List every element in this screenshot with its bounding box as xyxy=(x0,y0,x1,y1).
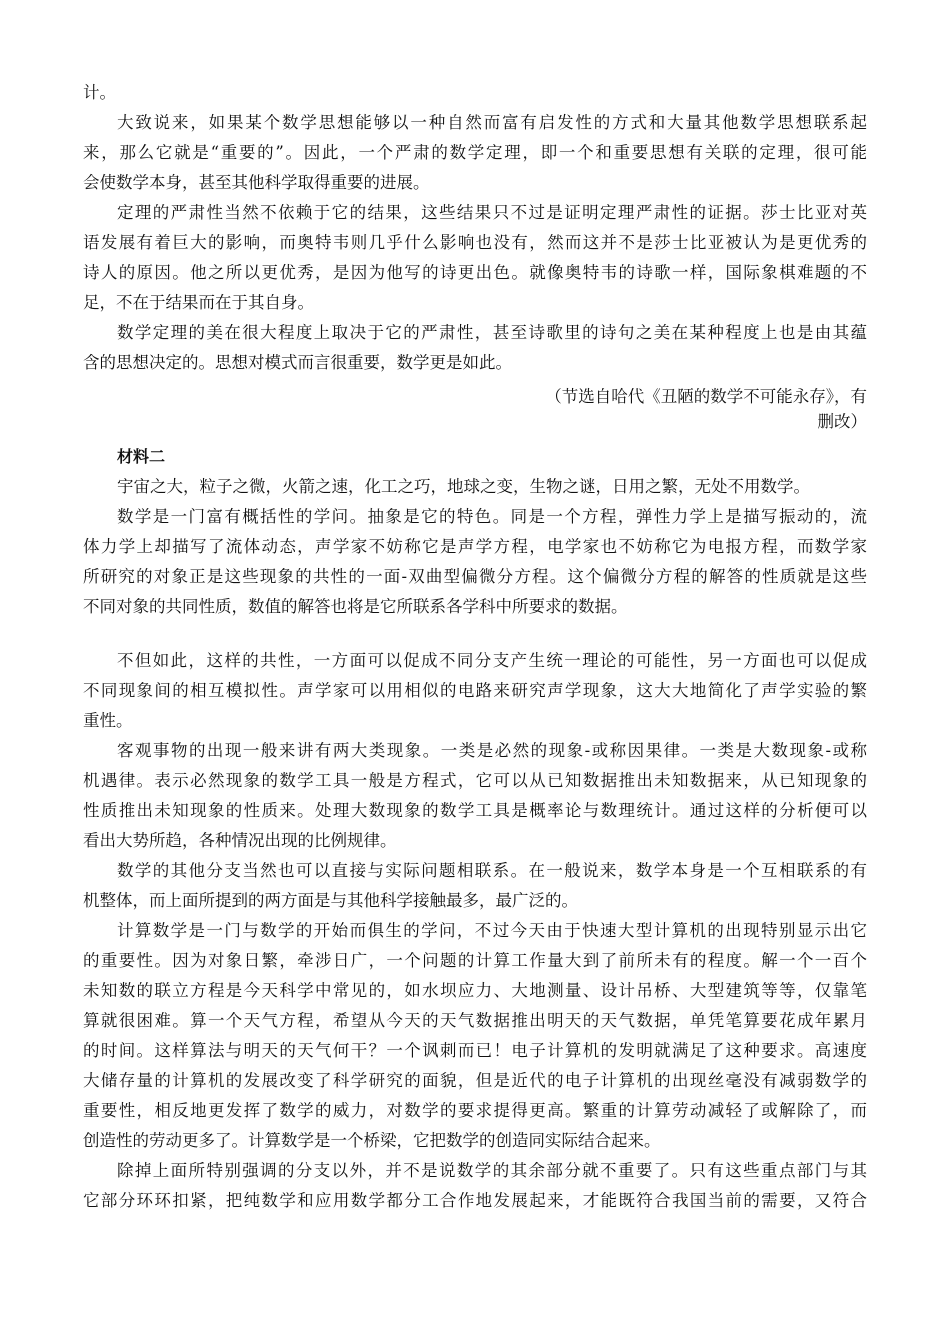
text-line: 不同现象间的相互模拟性。声学家可以用相似的电路来研究声学现象，这大大地简化了声学实验的繁 xyxy=(83,681,867,700)
text-line: 机遇律。表示必然现象的数学工具一般是方程式，它可以从已知数据推出未知数据来，从已知现象的 xyxy=(83,771,867,790)
text-line: 机整体，而上面所提到的两方面是与其他科学接触最多，最广泛的。 xyxy=(83,891,578,910)
text-line: 足，不在于结果而在于其自身。 xyxy=(83,293,314,312)
text-line: 宇宙之大，粒子之微，火箭之速，化工之巧，地球之变，生物之谜，日用之繁，无处不用数学。 xyxy=(117,477,810,496)
paragraph xyxy=(83,736,867,856)
section-heading: 材料二 xyxy=(117,447,166,466)
source-citation xyxy=(83,384,867,434)
text-line: 大储存量的计算机的发展改变了科学研究的面貌，但是近代的电子计算机的出现丝毫没有减弱数学的 xyxy=(83,1071,867,1090)
text-line: 创造性的劳动更多了。计算数学是一个桥梁，它把数学的创造同实际结合起来。 xyxy=(83,1131,661,1150)
text-line: 性质推出未知现象的性质来。处理大数现象的数学工具是概率论与数理统计。通过这样的分析便可以 xyxy=(83,801,867,820)
paragraph xyxy=(83,646,867,736)
paragraph xyxy=(83,502,867,622)
text-line: 它部分环环扣紧，把纯数学和应用数学都分工合作地发展起来，才能既符合我国当前的需要，又符合 xyxy=(83,1191,867,1210)
paragraph-gap xyxy=(83,622,867,646)
text-line: 重要性，相反地更发挥了数学的威力，对数学的要求提得更高。繁重的计算劳动减轻了或解除了，而 xyxy=(83,1101,867,1120)
paragraph xyxy=(83,472,867,502)
paragraph xyxy=(83,198,867,318)
paragraph xyxy=(83,916,867,1156)
text-line: 算就很困难。算一个天气方程，希望从今天的天气数据推出明天的天气数据，单凭笔算要花成年累月 xyxy=(83,1011,867,1030)
text-line: 不同对象的共同性质，数值的解答也将是它所联系各学科中所要求的数据。 xyxy=(83,597,628,616)
material2-body xyxy=(83,472,867,1216)
paragraph xyxy=(83,78,867,108)
text-line: 大致说来，如果某个数学思想能够以一种自然而富有启发性的方式和大量其他数学思想联系起 xyxy=(117,113,867,132)
paragraph xyxy=(83,318,867,378)
source-line: 删改） xyxy=(817,412,867,431)
paragraph xyxy=(83,1156,867,1216)
text-line: 重性。 xyxy=(83,711,133,730)
text-line: 来，那么它就是“重要的”。因此，一个严肃的数学定理，即一个和重要思想有关联的定理，很可能 xyxy=(83,143,867,162)
text-line: 除掉上面所特别强调的分支以外，并不是说数学的其余部分就不重要了。只有这些重点部门与其 xyxy=(117,1161,867,1180)
text-line: 计算数学是一门与数学的开始而俱生的学问，不过今天由于快速大型计算机的出现特别显示出它 xyxy=(117,921,867,940)
text-line: 定理的严肃性当然不依赖于它的结果，这些结果只不过是证明定理严肃性的证据。莎士比亚对英 xyxy=(117,203,867,222)
text-line: 客观事物的出现一般来讲有两大类现象。一类是必然的现象-或称因果律。一类是大数现象-或称 xyxy=(117,741,867,760)
paragraph xyxy=(83,108,867,198)
text-line: 数学是一门富有概括性的学问。抽象是它的特色。同是一个方程，弹性力学上是描写振动的，流 xyxy=(117,507,867,526)
text-line: 会使数学本身，甚至其他科学取得重要的进展。 xyxy=(83,173,430,192)
document-page xyxy=(83,78,867,1216)
source-line: （节选自哈代《丑陋的数学不可能永存》，有 xyxy=(545,387,867,406)
text-line: 不但如此，这样的共性，一方面可以促成不同分支产生统一理论的可能性，另一方面也可以促成 xyxy=(117,651,867,670)
material1-tail xyxy=(83,78,867,378)
text-line: 含的思想决定的。思想对模式而言很重要，数学更是如此。 xyxy=(83,353,512,372)
text-line: 的重要性。因为对象日繁，牵涉日广，一个问题的计算工作量大到了前所未有的程度。解一个一百个 xyxy=(83,951,867,970)
text-line: 计。 xyxy=(83,83,116,102)
text-line: 所研究的对象正是这些现象的共性的一面-双曲型偏微分方程。这个偏微分方程的解答的性质就是这些 xyxy=(83,567,867,586)
text-line: 语发展有着巨大的影响，而奥特韦则几乎什么影响也没有，然而这并不是莎士比亚被认为是更优秀的 xyxy=(83,233,867,252)
text-line: 数学定理的美在很大程度上取决于它的严肃性，甚至诗歌里的诗句之美在某种程度上也是由其蕴 xyxy=(117,323,867,342)
text-line: 体力学上却描写了流体动态，声学家不妨称它是声学方程，电学家也不妨称它为电报方程，而数学家 xyxy=(83,537,867,556)
paragraph xyxy=(83,856,867,916)
text-line: 看出大势所趋，各种情况出现的比例规律。 xyxy=(83,831,397,850)
text-line: 未知数的联立方程是今天科学中常见的，如水坝应力、大地测量、设计吊桥、大型建筑等等，仅靠笔 xyxy=(83,981,867,1000)
text-line: 的时间。这样算法与明天的天气何干？一个讽刺而已！电子计算机的发明就满足了这种要求。高速度 xyxy=(83,1041,867,1060)
text-line: 数学的其他分支当然也可以直接与实际问题相联系。在一般说来，数学本身是一个互相联系的有 xyxy=(117,861,867,880)
text-line: 诗人的原因。他之所以更优秀，是因为他写的诗更出色。就像奥特韦的诗歌一样，国际象棋难题的不 xyxy=(83,263,867,282)
